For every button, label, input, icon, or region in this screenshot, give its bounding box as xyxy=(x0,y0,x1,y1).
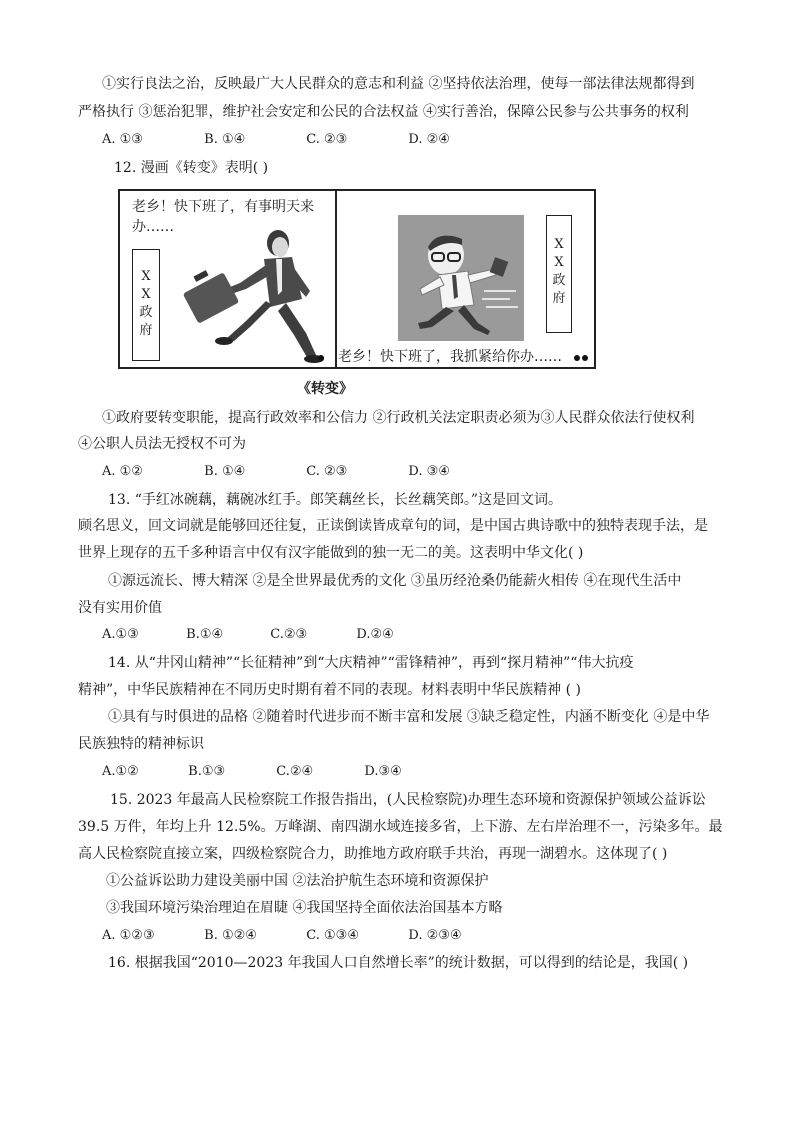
q14-line2: 精神”，中华民族精神在不同历史时期有着不同的表现。材料表明中华民族精神 ( ) xyxy=(78,682,581,698)
q16-line1: 16. 根据我国“2010—2023 年我国人口自然增长率”的统计数据，可以得到的结论是，我国( ) xyxy=(108,955,689,971)
comic-left-speech: 老乡！快下班了，有事明天来办…… xyxy=(132,199,314,235)
comic-left-sign-text: XX政府 xyxy=(139,269,153,338)
q14-line4: 民族独特的精神标识 xyxy=(78,736,204,752)
q15-option-b: B. ①②④ xyxy=(204,928,257,943)
q12-line2: ④公职人员法无授权不可为 xyxy=(78,436,246,452)
q13-option-a: A.①③ xyxy=(102,627,139,642)
comic-right-sign xyxy=(546,215,572,333)
q11-option-b: B. ①④ xyxy=(204,132,246,147)
comic-panel-divider xyxy=(335,191,337,367)
q15-line3: 高人民检察院直接立案，四级检察院合力，助推地方政府联手共治，再现一湖碧水。这体现了( ) xyxy=(78,846,668,862)
q12-option-d: D. ③④ xyxy=(408,464,450,479)
q12-option-c: C. ②③ xyxy=(306,464,348,479)
q14-option-b: B.①③ xyxy=(188,764,226,779)
q11-line1: ①实行良法之治，反映最广大人民群众的意志和利益 ②坚持依法治理，使每一部法律法规都得到 xyxy=(102,76,695,92)
comic-left-dot xyxy=(318,355,324,361)
comic-right-sign-text: XX政府 xyxy=(552,237,566,306)
q13-line1: 13. “手红冰碗藕，藕碗冰红手。郎笑藕丝长，长丝藕笑郎。”这是回文词。 xyxy=(108,492,563,508)
q14-option-c: C.②④ xyxy=(276,764,314,779)
comic-left-sign xyxy=(132,249,160,361)
q13-line3: 世界上现存的五千多种语言中仅有汉字能做到的独一无二的美。这表明中华文化( ) xyxy=(78,545,584,561)
q14-line3: ①具有与时俱进的品格 ②随着时代进步而不断丰富和发展 ③缺乏稳定性，内涵不断变化 ④是中华 xyxy=(108,709,710,725)
q14-option-d: D.③④ xyxy=(364,764,402,779)
comic-zhuanbian xyxy=(118,189,596,369)
q15-option-d: D. ②③④ xyxy=(408,928,462,943)
q14-options xyxy=(102,762,402,782)
q12-stem: 12. 漫画《转变》表明( ) xyxy=(114,160,269,176)
q12-line1: ①政府要转变职能，提高行政效率和公信力 ②行政机关法定职责必须为③人民群众依法行使权利 xyxy=(102,410,695,426)
comic-right-dot-2 xyxy=(582,355,588,361)
running-official-illustration xyxy=(160,221,335,366)
q12-option-b: B. ①④ xyxy=(204,464,246,479)
q13-option-b: B.①④ xyxy=(186,627,224,642)
q13-option-d: D.②④ xyxy=(356,627,394,642)
q11-option-d: D. ②④ xyxy=(408,132,450,147)
q15-line5: ③我国环境污染治理迫在眉睫 ④我国坚持全面依法治国基本方略 xyxy=(106,900,503,916)
q11-option-a: A. ①③ xyxy=(102,132,143,147)
q15-line1: 15. 2023 年最高人民检察院工作报告指出，(人民检察院)办理生态环境和资源保护领域公益诉讼 xyxy=(110,792,706,808)
q15-line2: 39.5 万件，年均上升 12.5%。万峰湖、南四湖水域连接多省，上下游、左右岸治理不一，污染多年。最 xyxy=(78,819,723,835)
q14-line1: 14. 从“井冈山精神”“长征精神”到“大庆精神”“雷锋精神”，再到“探月精神”“伟大抗疫 xyxy=(108,655,634,671)
q15-line4: ①公益诉讼助力建设美丽中国 ②法治护航生态环境和资源保护 xyxy=(106,873,489,889)
comic-right-speech: 老乡！快下班了，我抓紧给你办…… xyxy=(338,349,562,365)
comic-right-dot-1 xyxy=(574,355,580,361)
q15-options xyxy=(102,926,462,946)
q13-options xyxy=(102,625,394,645)
q13-line5: 没有实用价值 xyxy=(78,600,162,616)
comic-right-backdrop xyxy=(398,215,524,341)
q12-options xyxy=(102,462,450,482)
q15-option-c: C. ①③④ xyxy=(306,928,359,943)
q13-line4: ①源远流长、博大精深 ②是全世界最优秀的文化 ③虽历经沧桑仍能薪火相传 ④在现代生活中 xyxy=(108,573,682,589)
hurrying-official-illustration xyxy=(398,215,524,341)
q12-option-a: A. ①② xyxy=(102,464,143,479)
q11-line2: 严格执行 ③惩治犯罪，维护社会安定和公民的合法权益 ④实行善治，保障公民参与公共事务的权利 xyxy=(78,104,689,120)
q11-option-c: C. ②③ xyxy=(306,132,348,147)
q13-option-c: C.②③ xyxy=(270,627,308,642)
q14-option-a: A.①② xyxy=(102,764,139,779)
q13-line2: 顾名思义，回文词就是能够回还往复，正读倒读皆成章句的词，是中国古典诗歌中的独特表现手法，是 xyxy=(78,518,708,534)
q15-option-a: A. ①②③ xyxy=(102,928,155,943)
comic-caption: 《转变》 xyxy=(297,381,353,397)
q11-options xyxy=(102,130,450,150)
